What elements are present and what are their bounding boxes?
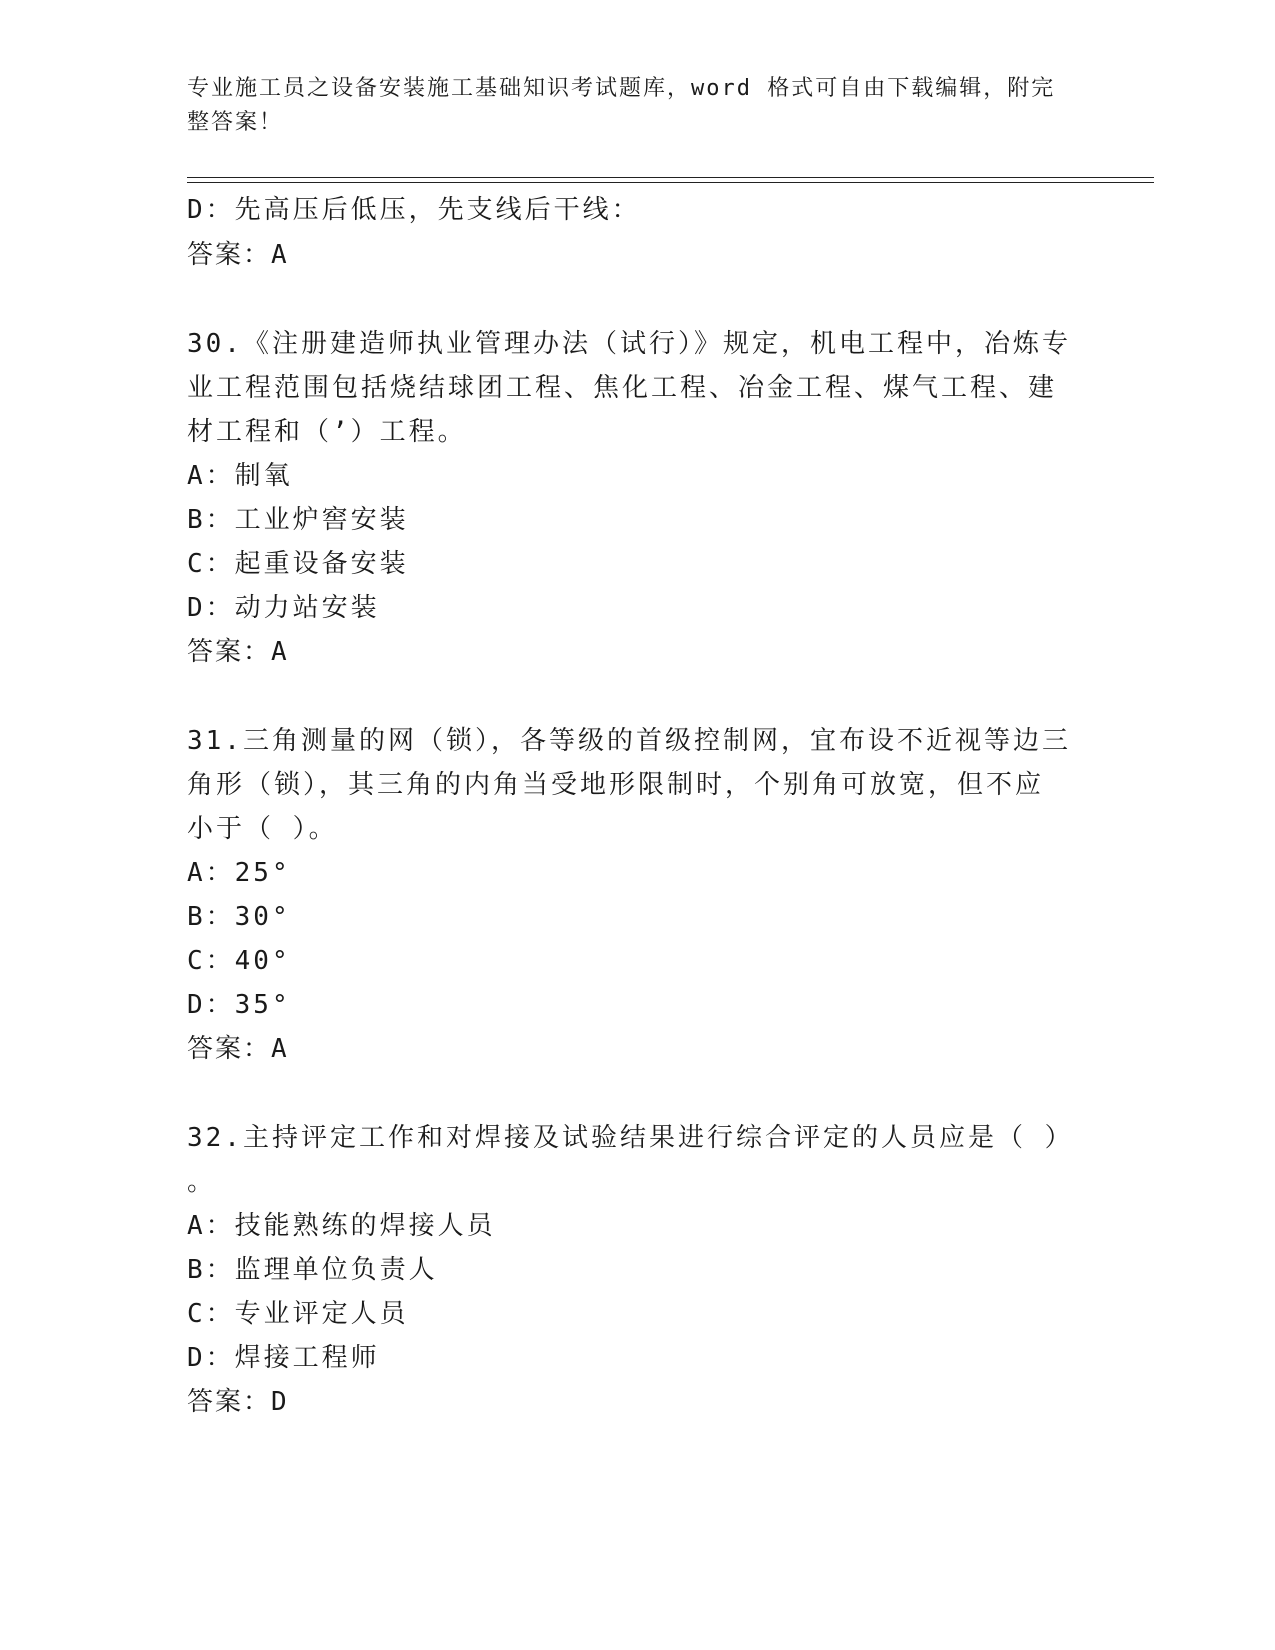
question-31-line-1: 31.三角测量的网（锁），各等级的首级控制网，宜布设不近视等边三 (187, 726, 1071, 756)
question-30-line-3: 材工程和（’）工程。 (187, 417, 467, 447)
answer-label: 答案： (187, 1387, 272, 1417)
answer-value: A (271, 1034, 289, 1064)
answer-label: 答案： (187, 637, 272, 667)
header-divider-top (187, 177, 1154, 178)
question-30-line-1: 30.《注册建造师执业管理办法（试行）》规定，机电工程中，冶炼专 (187, 329, 1071, 359)
question-30-line-2: 业工程范围包括烧结球团工程、焦化工程、冶金工程、煤气工程、建 (187, 373, 1058, 403)
question-31-option-a: A：25° (187, 858, 291, 888)
question-31-line-2: 角形（锁），其三角的内角当受地形限制时，个别角可放宽，但不应 (187, 770, 1045, 800)
question-30-option-a: A：制氧 (187, 461, 293, 491)
answer-value: A (271, 240, 289, 270)
answer-line (187, 240, 289, 270)
header-divider-bottom (187, 182, 1154, 183)
document-header: 专业施工员之设备安装施工基础知识考试题库，word 格式可自由下载编辑，附完整答案！ (187, 76, 1056, 135)
answer-value: A (271, 637, 289, 667)
question-32-option-d: D：焊接工程师 (187, 1343, 380, 1373)
question-30-option-c: C：起重设备安装 (187, 549, 409, 579)
question-32-option-a: A：技能熟练的焊接人员 (187, 1211, 496, 1241)
question-30-option-b: B：工业炉窖安装 (187, 505, 409, 535)
question-32-line-1: 32.主持评定工作和对焊接及试验结果进行综合评定的人员应是（ ） (187, 1123, 1074, 1153)
question-32-option-c: C：专业评定人员 (187, 1299, 409, 1329)
question-32-option-b: B：监理单位负责人 (187, 1255, 438, 1285)
answer-label: 答案： (187, 240, 272, 270)
question-32-answer (187, 1387, 289, 1417)
question-31-option-c: C：40° (187, 946, 291, 976)
question-31-line-3: 小于（ ）。 (187, 814, 338, 844)
question-30-option-d: D：动力站安装 (187, 593, 380, 623)
question-31-answer (187, 1034, 289, 1064)
question-31-option-b: B：30° (187, 902, 291, 932)
question-32-line-2: 。 (187, 1167, 217, 1197)
question-31-option-d: D：35° (187, 990, 291, 1020)
answer-label: 答案： (187, 1034, 272, 1064)
option-d: D：先高压后低压，先支线后干线： (187, 195, 641, 225)
question-30-answer (187, 637, 289, 667)
answer-value: D (271, 1387, 289, 1417)
